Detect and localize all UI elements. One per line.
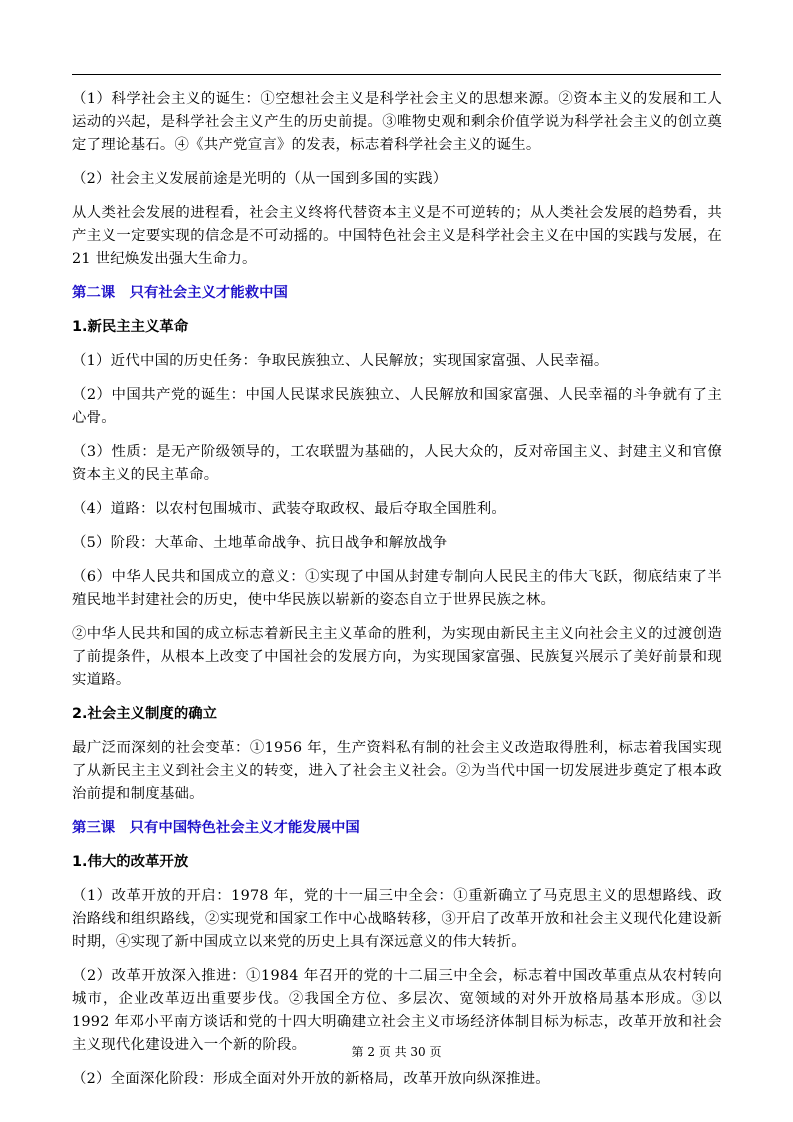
paragraph: （1）科学社会主义的诞生：①空想社会主义是科学社会主义的思想来源。②资本主义的发展和工人运动的兴起，是科学社会主义产生的历史前提。③唯物史观和剩余价值学说为科学社会主义的创立奠定了理论基石。④《共产党宣言》的发表，标志着科学社会主义的诞生。: [72, 91, 722, 153]
paragraph: （2）全面深化阶段：形成全面对外开放的新格局，改革开放向纵深推进。: [72, 1071, 550, 1087]
paragraph: ②中华人民共和国的成立标志着新民主主义革命的胜利，为实现由新民主主义向社会主义的过渡创造了前提条件，从根本上改变了中国社会的发展方向，为实现国家富强、民族复兴展示了美好前景和现实道路。: [72, 626, 722, 688]
lesson-heading: 第三课 只有中国特色社会主义才能发展中国: [72, 820, 360, 836]
paragraph: （1）改革开放的开启：1978 年，党的十一届三中全会：①重新确立了马克思主义的思想路线、政治路线和组织路线，②实现党和国家工作中心战略转移，③开启了改革开放和社会主义现代化建设新时期，④实现了新中国成立以来党的历史上具有深远意义的伟大转折。: [72, 888, 722, 950]
paragraph: （4）道路：以农村包围城市、武装夺取政权、最后夺取全国胜利。: [72, 501, 506, 517]
document-body: [72, 88, 722, 1102]
page-footer: 第 2 页 共 30 页: [351, 1045, 442, 1059]
paragraph: （2）中国共产党的诞生：中国人民谋求民族独立、人民解放和国家富强、人民幸福的斗争就有了主心骨。: [72, 387, 722, 426]
section-heading: 1.伟大的改革开放: [72, 854, 189, 870]
paragraph: （5）阶段：大革命、土地革命战争、抗日战争和解放战争: [72, 535, 448, 551]
paragraph: （1）近代中国的历史任务：争取民族独立、人民解放；实现国家富强、人民幸福。: [72, 353, 609, 369]
header-rule: [72, 74, 721, 75]
paragraph: （3）性质：是无产阶级领导的，工农联盟为基础的，人民大众的，反对帝国主义、封建主义和官僚资本主义的民主革命。: [72, 444, 722, 483]
paragraph: （6）中华人民共和国成立的意义：①实现了中国从封建专制向人民民主的伟大飞跃，彻底结束了半殖民地半封建社会的历史，使中华民族以崭新的姿态自立于世界民族之林。: [72, 569, 722, 608]
paragraph: 从人类社会发展的进程看，社会主义终将代替资本主义是不可逆转的；从人类社会发展的趋势看，共产主义一定要实现的信念是不可动摇的。中国特色社会主义是科学社会主义在中国的实践与发展，在 21 世纪焕发出强大生命力。: [72, 205, 722, 267]
paragraph: （2）改革开放深入推进：①1984 年召开的党的十二届三中全会，标志着中国改革重点从农村转向城市，企业改革迈出重要步伐。②我国全方位、多层次、宽领域的对外开放格局基本形成。③以 1992 年邓小平南方谈话和党的十四大明确建立社会主义市场经济体制目标为标志，改革开放和社会主义现代化建设进入一个新的阶段。: [72, 968, 722, 1053]
paragraph: （2）社会主义发展前途是光明的（从一国到多国的实践）: [72, 171, 448, 187]
section-heading: 2.社会主义制度的确立: [72, 706, 217, 722]
paragraph: 最广泛而深刻的社会变革：①1956 年，生产资料私有制的社会主义改造取得胜利，标志着我国实现了从新民主主义到社会主义的转变，进入了社会主义社会。②为当代中国一切发展进步奠定了根本政治前提和制度基础。: [72, 740, 722, 802]
section-heading: 1.新民主主义革命: [72, 319, 189, 335]
lesson-heading: 第二课 只有社会主义才能救中国: [72, 285, 288, 301]
